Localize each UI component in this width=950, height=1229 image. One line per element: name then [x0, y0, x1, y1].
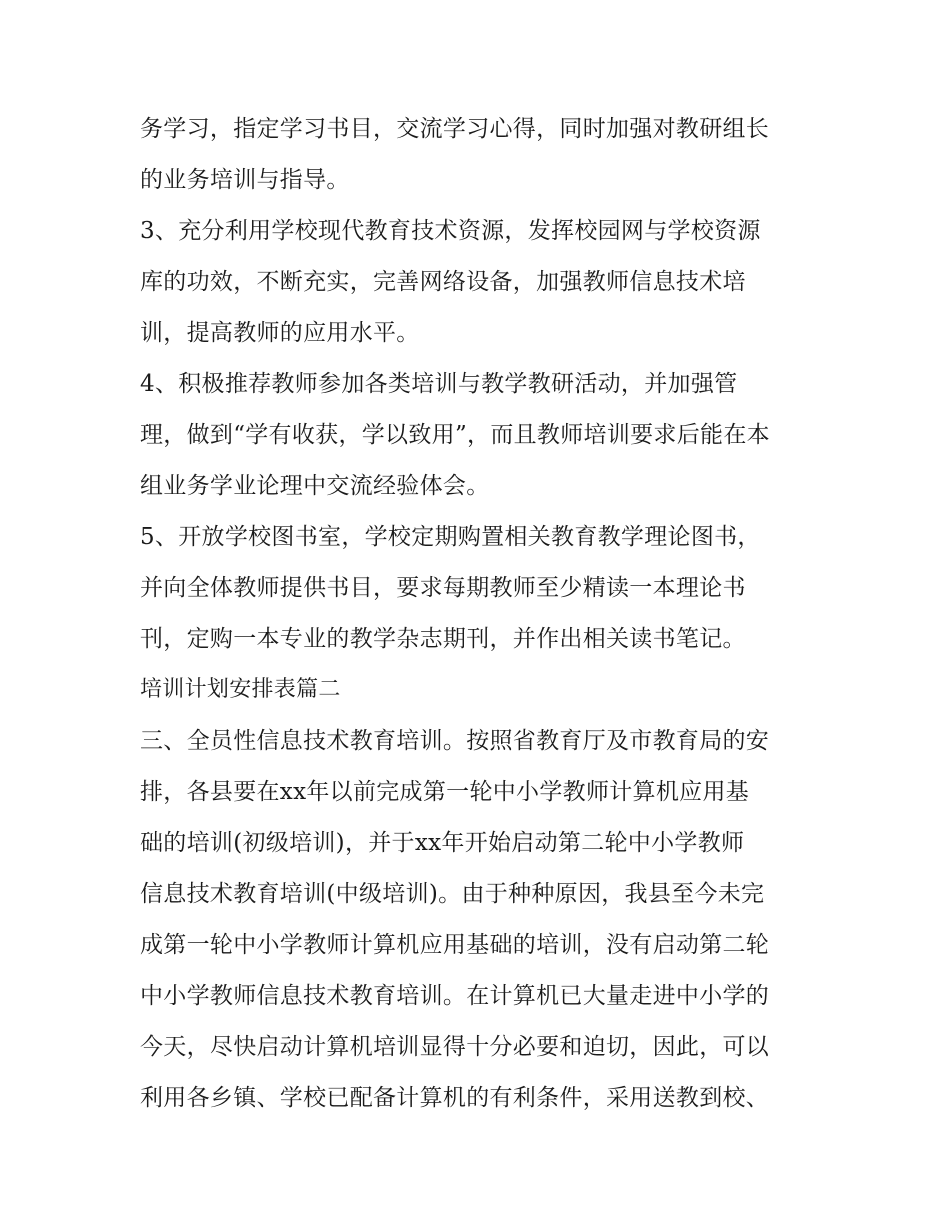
text-line: 中小学教师信息技术教育培训。在计算机已大量走进中小学的 [140, 983, 770, 1009]
text-line: 务学习，指定学习书目，交流学习心得，同时加强对教研组长 [140, 116, 770, 142]
section-heading: 培训计划安排表篇二 [140, 677, 341, 702]
text-line: 础的培训(初级培训)，并于xx年开始启动第二轮中小学教师 [140, 830, 745, 856]
text-line: 并向全体教师提供书目，要求每期教师至少精读一本理论书 [140, 575, 746, 601]
text-line: 排，各县要在xx年以前完成第一轮中小学教师计算机应用基 [140, 779, 750, 805]
text-line: 库的功效，不断充实，完善网络设备，加强教师信息技术培 [140, 269, 746, 295]
text-line: 刊，定购一本专业的教学杂志期刊，并作出相关读书笔记。 [140, 626, 746, 652]
text-line: 的业务培训与指导。 [140, 167, 350, 193]
text-line: 3、充分利用学校现代教育技术资源，发挥校园网与学校资源 [140, 218, 761, 244]
text-line: 组业务学业论理中交流经验体会。 [140, 473, 490, 499]
text-line: 利用各乡镇、学校已配备计算机的有利条件，采用送教到校、 [140, 1085, 770, 1111]
text-line: 信息技术教育培训(中级培训)。由于种种原因，我县至今未完 [140, 881, 765, 907]
text-line: 今天，尽快启动计算机培训显得十分必要和迫切，因此，可以 [140, 1034, 770, 1060]
text-line: 成第一轮中小学教师计算机应用基础的培训，没有启动第二轮 [140, 932, 770, 958]
text-line: 理，做到“学有收获，学以致用”，而且教师培训要求后能在本 [140, 422, 770, 448]
text-line: 训，提高教师的应用水平。 [140, 320, 420, 346]
text-line: 5、开放学校图书室，学校定期购置相关教育教学理论图书， [140, 524, 761, 550]
text-line: 三、全员性信息技术教育培训。按照省教育厅及市教育局的安 [140, 728, 770, 754]
text-line: 4、积极推荐教师参加各类培训与教学教研活动，并加强管 [140, 371, 738, 397]
